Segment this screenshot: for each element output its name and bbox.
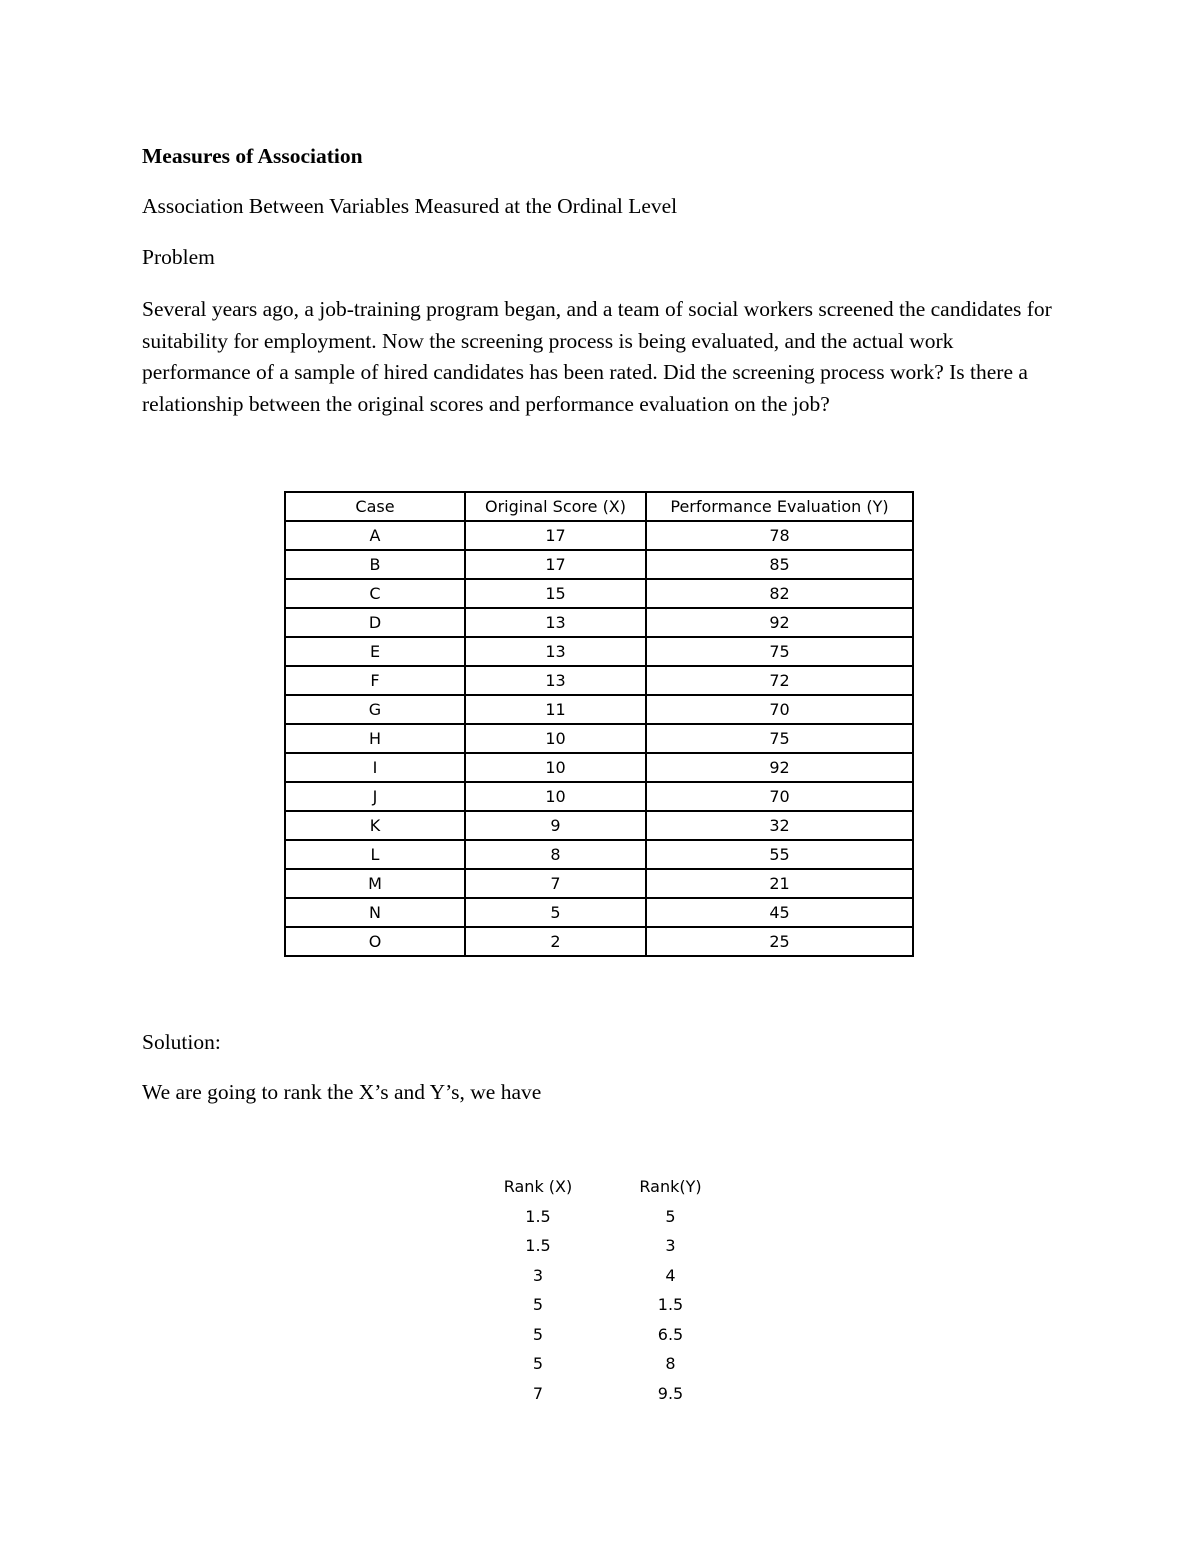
column-header-original-score: Original Score (X) — [465, 492, 646, 521]
rank-x-cell: 1.5 — [525, 1206, 551, 1226]
rank-x-cell: 3 — [532, 1265, 544, 1285]
case-cell: J — [285, 782, 465, 811]
table-row — [285, 521, 913, 550]
rank-y-cell: 4 — [665, 1265, 676, 1285]
case-cell: E — [285, 637, 465, 666]
original-score-cell: 11 — [465, 695, 646, 724]
performance-evaluation-cell: 75 — [646, 724, 913, 753]
performance-evaluation-cell: 72 — [646, 666, 913, 695]
original-score-cell: 17 — [465, 521, 646, 550]
original-score-cell: 10 — [465, 724, 646, 753]
performance-evaluation-cell: 75 — [646, 637, 913, 666]
rank-x-cell: 7 — [532, 1383, 544, 1403]
rank-x-header: Rank (X) — [503, 1177, 573, 1197]
column-header-case: Case — [285, 492, 465, 521]
rank-y-cell: 6.5 — [657, 1324, 684, 1344]
case-cell: N — [285, 898, 465, 927]
table-row — [285, 840, 913, 869]
performance-evaluation-cell: 21 — [646, 869, 913, 898]
original-score-cell: 5 — [465, 898, 646, 927]
rank-y-cell: 9.5 — [657, 1383, 684, 1403]
table-row — [285, 869, 913, 898]
original-score-cell: 13 — [465, 666, 646, 695]
rank-x-cell: 5 — [532, 1324, 544, 1344]
performance-evaluation-cell: 25 — [646, 927, 913, 956]
column-header-performance-evaluation: Performance Evaluation (Y) — [646, 492, 913, 521]
rank-y-cell: 8 — [665, 1354, 676, 1374]
case-cell: G — [285, 695, 465, 724]
rank-row — [480, 1379, 729, 1409]
original-score-cell: 15 — [465, 579, 646, 608]
rank-row — [480, 1290, 729, 1320]
table-header-row — [285, 492, 913, 521]
original-score-cell: 10 — [465, 782, 646, 811]
document-subtitle: Association Between Variables Measured at the Ordinal Level — [142, 194, 678, 218]
problem-heading: Problem — [142, 245, 215, 269]
original-score-cell: 13 — [465, 608, 646, 637]
case-cell: I — [285, 753, 465, 782]
rank-header-row — [480, 1172, 729, 1202]
case-cell: A — [285, 521, 465, 550]
rank-y-cell: 5 — [665, 1206, 676, 1226]
rank-row — [480, 1261, 729, 1291]
table-row — [285, 579, 913, 608]
rank-y-cell: 1.5 — [657, 1295, 684, 1315]
table-row — [285, 811, 913, 840]
case-cell: D — [285, 608, 465, 637]
performance-evaluation-cell: 92 — [646, 608, 913, 637]
performance-evaluation-cell: 70 — [646, 695, 913, 724]
original-score-cell: 10 — [465, 753, 646, 782]
original-score-cell: 7 — [465, 869, 646, 898]
table-row — [285, 550, 913, 579]
performance-evaluation-cell: 55 — [646, 840, 913, 869]
table-row — [285, 608, 913, 637]
case-cell: M — [285, 869, 465, 898]
original-score-cell: 13 — [465, 637, 646, 666]
rank-x-cell: 5 — [532, 1354, 544, 1374]
original-score-cell: 17 — [465, 550, 646, 579]
solution-intro: We are going to rank the X’s and Y’s, we have — [142, 1080, 542, 1104]
performance-evaluation-cell: 85 — [646, 550, 913, 579]
case-cell: H — [285, 724, 465, 753]
performance-evaluation-cell: 92 — [646, 753, 913, 782]
rank-table — [480, 1172, 729, 1408]
problem-paragraph: Several years ago, a job-training program began, and a team of social workers screened the candidates for suitability for employment. Now the screening process is being evaluated, and the actual work performance of a sample of hired candidates has been rated. Did the screening process work? Is there a relationship between the original scores and performance evaluation on the job? — [142, 297, 1052, 416]
performance-evaluation-cell: 45 — [646, 898, 913, 927]
table-row — [285, 898, 913, 927]
performance-evaluation-cell: 78 — [646, 521, 913, 550]
case-cell: B — [285, 550, 465, 579]
rank-x-cell: 1.5 — [525, 1236, 551, 1256]
case-cell: C — [285, 579, 465, 608]
case-cell: K — [285, 811, 465, 840]
table-row — [285, 666, 913, 695]
case-score-table — [284, 491, 914, 957]
table-row — [285, 637, 913, 666]
document-title: Measures of Association — [142, 144, 363, 168]
table-row — [285, 753, 913, 782]
rank-row — [480, 1320, 729, 1350]
table-row — [285, 724, 913, 753]
case-cell: F — [285, 666, 465, 695]
original-score-cell: 9 — [465, 811, 646, 840]
original-score-cell: 2 — [465, 927, 646, 956]
table-row — [285, 927, 913, 956]
rank-row — [480, 1349, 729, 1379]
case-cell: L — [285, 840, 465, 869]
rank-y-header: Rank(Y) — [639, 1177, 702, 1197]
rank-row — [480, 1231, 729, 1261]
performance-evaluation-cell: 32 — [646, 811, 913, 840]
rank-y-cell: 3 — [665, 1236, 676, 1256]
case-cell: O — [285, 927, 465, 956]
original-score-cell: 8 — [465, 840, 646, 869]
solution-heading: Solution: — [142, 1030, 221, 1054]
table-row — [285, 782, 913, 811]
table-row — [285, 695, 913, 724]
performance-evaluation-cell: 70 — [646, 782, 913, 811]
performance-evaluation-cell: 82 — [646, 579, 913, 608]
rank-row — [480, 1202, 729, 1232]
rank-x-cell: 5 — [532, 1295, 544, 1315]
